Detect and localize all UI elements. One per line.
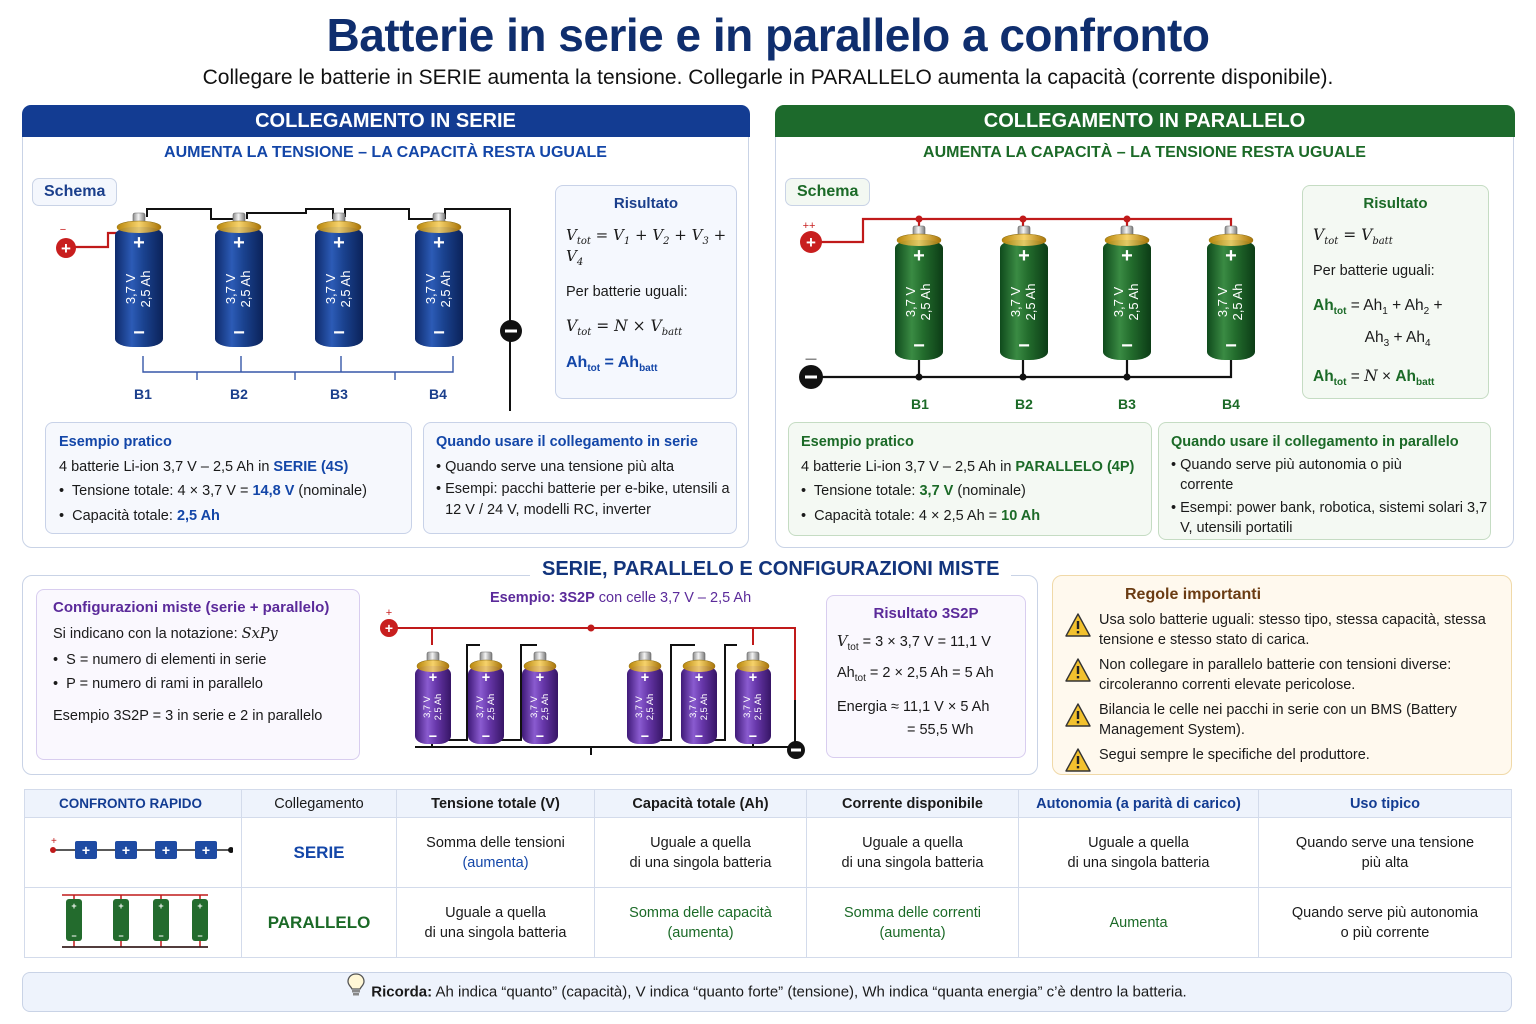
parallel-example-line1: 4 batterie Li-ion 3,7 V – 2,5 Ah in PARALLELO (4P) — [801, 458, 1135, 475]
mini-green-battery-icon — [192, 899, 208, 941]
reminder-text: Ah indica “quanto” (capacità), V indica “quanto forte” (tensione), Wh indica “quanta energia” c’è dentro la batteria. — [435, 983, 1187, 1001]
mixed-config-box — [36, 589, 360, 760]
series-when-title: Quando usare il collegamento in serie — [436, 434, 698, 450]
parallel-when-title: Quando usare il collegamento in parallelo — [1171, 434, 1459, 450]
series-label-b1: B1 — [134, 386, 152, 402]
svg-text:2,5 Ah: 2,5 Ah — [1126, 283, 1141, 321]
comparison-parallelo-ah: Somma delle capacità (aumenta) — [595, 888, 807, 958]
parallel-battery-b1 — [892, 224, 946, 376]
parallel-formula-n: $Ah_{tot} = N \times Ah_{batt}$ — [1313, 367, 1435, 389]
svg-text:2,5 Ah: 2,5 Ah — [644, 693, 655, 721]
comparison-header-4: Corrente disponibile — [807, 790, 1019, 818]
mixed-config-title: Configurazioni miste (serie + parallelo) — [53, 599, 330, 616]
svg-text:+: + — [748, 669, 758, 686]
svg-text:+: + — [433, 232, 445, 254]
comparison-row-parallelo — [25, 888, 1512, 958]
mixed-result-title: Risultato 3S2P — [873, 605, 979, 622]
svg-text:2,5 Ah: 2,5 Ah — [432, 693, 443, 721]
comparison-serie-ah: Uguale a quella di una singola batteria — [595, 818, 807, 888]
svg-text:+: + — [118, 900, 124, 911]
svg-text:3,7 V: 3,7 V — [634, 696, 645, 718]
svg-text:+: + — [384, 620, 394, 636]
rule-item: Non collegare in parallelo batterie con tensioni diverse: circoleranno correnti elevate pericolose. — [1065, 656, 1501, 699]
svg-text:+: + — [197, 900, 203, 911]
svg-text:−: − — [913, 335, 925, 357]
warning-icon — [1065, 658, 1095, 689]
parallel-result-box — [1302, 185, 1489, 399]
parallel-subheader: AUMENTA LA CAPACITÀ – LA TENSIONE RESTA UGUALE — [923, 144, 1366, 161]
mixed-battery-3 — [519, 650, 561, 760]
svg-text:+: + — [385, 607, 393, 619]
svg-text:+: + — [1225, 245, 1237, 267]
mixed-section-title: SERIE, PARALLELO E CONFIGURAZIONI MISTE — [530, 558, 1011, 581]
svg-text:+: + — [133, 232, 145, 254]
svg-text:+: + — [535, 669, 545, 686]
svg-text:++: ++ — [802, 220, 816, 232]
svg-text:2,5 Ah: 2,5 Ah — [1230, 283, 1245, 321]
series-label-b2: B2 — [230, 386, 248, 402]
warning-icon — [1065, 748, 1095, 779]
series-formula-sum: $V_{tot} = V_1 + V_2 + V_3 + V_4$ — [566, 226, 727, 268]
series-example-line1: 4 batterie Li-ion 3,7 V – 2,5 Ah in SERIE (4S) — [59, 458, 349, 475]
parallel-formula-sum: $Ah_{tot} = Ah_1 + Ah_2$ + $Ah_3 + Ah_4$ — [1313, 297, 1443, 350]
svg-text:3,7 V: 3,7 V — [742, 696, 753, 718]
svg-text:−: − — [197, 930, 203, 941]
svg-text:3,7 V: 3,7 V — [1111, 286, 1126, 318]
mixed-result-e2: = 55,5 Wh — [907, 721, 974, 738]
comparison-parallelo-name: PARALLELO — [242, 888, 397, 958]
svg-text:+: + — [1018, 245, 1030, 267]
mini-blue-battery-icon — [195, 841, 217, 859]
svg-text:−: − — [1121, 335, 1133, 357]
parallel-example-box — [788, 422, 1152, 536]
svg-text:2,5 Ah: 2,5 Ah — [485, 693, 496, 721]
series-formula-ah: $Ah_{tot} = Ah_{batt}$ — [566, 354, 658, 375]
mixed-result-ah: $Ah_{tot} = 2 \times 2,5$ Ah = 5 Ah — [837, 664, 994, 684]
mixed-s-def: • S = numero di elementi in serie — [53, 652, 267, 668]
mini-green-battery-icon — [113, 899, 129, 941]
comparison-row-serie — [25, 818, 1512, 888]
svg-text:−: − — [133, 322, 145, 344]
svg-text:2,5 Ah: 2,5 Ah — [752, 693, 763, 721]
svg-text:2,5 Ah: 2,5 Ah — [438, 270, 453, 308]
mixed-battery-1 — [412, 650, 454, 760]
mixed-result-box — [826, 595, 1026, 758]
svg-text:−: − — [118, 930, 124, 941]
mixed-result-v: $V_{tot} = 3 \times 3,7$ V = 11,1 V — [837, 634, 991, 653]
parallel-battery-b2 — [997, 224, 1051, 376]
series-battery-b2 — [212, 211, 266, 363]
svg-text:+: + — [71, 900, 77, 911]
svg-text:3,7 V: 3,7 V — [529, 696, 540, 718]
svg-text:3,7 V: 3,7 V — [903, 286, 918, 318]
rule-item: Usa solo batterie uguali: stesso tipo, stessa capacità, stessa tensione e stesso stato di carica. — [1065, 611, 1501, 654]
svg-text:+: + — [81, 841, 91, 858]
parallel-formula-v: $V_{tot} = V_{batt}$ — [1313, 226, 1393, 248]
comparison-serie-auto: Uguale a quella di una singola batteria — [1019, 818, 1259, 888]
comparison-table — [24, 789, 1512, 958]
comparison-header-1: Collegamento — [242, 790, 397, 818]
svg-text:+: + — [913, 245, 925, 267]
svg-text:3,7 V: 3,7 V — [323, 273, 338, 305]
mixed-battery-4 — [624, 650, 666, 760]
rules-title: Regole importanti — [1125, 586, 1262, 603]
svg-text:−: − — [59, 224, 67, 236]
series-subheader: AUMENTA LA TENSIONE – LA CAPACITÀ RESTA UGUALE — [164, 144, 607, 161]
svg-text:2,5 Ah: 2,5 Ah — [918, 283, 933, 321]
svg-text:2,5 Ah: 2,5 Ah — [539, 693, 550, 721]
svg-text:+: + — [428, 669, 438, 686]
comparison-parallelo-auto: Aumenta — [1019, 888, 1259, 958]
svg-text:−: − — [640, 729, 650, 746]
rule-item: Segui sempre le specifiche del produttore. — [1065, 746, 1501, 779]
svg-text:+: + — [1121, 245, 1133, 267]
svg-text:−: − — [748, 729, 758, 746]
parallel-when-box — [1158, 422, 1491, 540]
parallel-example-title: Esempio pratico — [801, 434, 914, 450]
svg-text:+: + — [806, 233, 816, 252]
mini-green-battery-icon — [153, 899, 169, 941]
comparison-header-0: CONFRONTO RAPIDO — [25, 790, 242, 818]
comparison-serie-v: Somma delle tensioni (aumenta) — [397, 818, 595, 888]
series-when-b1: • Quando serve una tensione più alta — [436, 458, 675, 475]
svg-text:−: − — [1018, 335, 1030, 357]
mini-blue-battery-icon — [75, 841, 97, 859]
svg-text:+: + — [201, 841, 211, 858]
parallel-header: COLLEGAMENTO IN PARALLELO — [775, 105, 1515, 137]
warning-icon — [1065, 613, 1095, 644]
svg-text:3,7 V: 3,7 V — [422, 696, 433, 718]
svg-text:−: − — [1225, 335, 1237, 357]
parallel-result-title: Risultato — [1363, 195, 1428, 212]
series-example-title: Esempio pratico — [59, 434, 172, 450]
svg-text:3,7 V: 3,7 V — [475, 696, 486, 718]
comparison-parallelo-v: Uguale a quella di una singola batteria — [397, 888, 595, 958]
page-title: Batterie in serie e in parallelo a confronto — [326, 9, 1210, 61]
svg-text:3,7 V: 3,7 V — [1008, 286, 1023, 318]
svg-text:2,5 Ah: 2,5 Ah — [338, 270, 353, 308]
svg-text:−: − — [433, 322, 445, 344]
series-example-line2: • Tensione totale: 4 × 3,7 V = 14,8 V (nominale) — [59, 483, 367, 499]
series-header: COLLEGAMENTO IN SERIE — [22, 105, 750, 137]
svg-text:+: + — [61, 239, 71, 258]
svg-text:+: + — [51, 835, 57, 847]
comparison-header-3: Capacità totale (Ah) — [595, 790, 807, 818]
series-example-box — [45, 422, 412, 534]
svg-text:+: + — [481, 669, 491, 686]
svg-text:+: + — [694, 669, 704, 686]
parallel-label-b1: B1 — [911, 396, 929, 412]
svg-text:−: − — [481, 729, 491, 746]
reminder-label: Ricorda: — [371, 983, 433, 1001]
parallel-equal-note: Per batterie uguali: — [1313, 263, 1435, 280]
rules-panel — [1052, 575, 1512, 775]
series-battery-b1 — [112, 211, 166, 363]
comparison-serie-icon — [25, 818, 242, 888]
svg-text:—: — — [805, 353, 817, 365]
reminder-bar — [22, 972, 1512, 1012]
svg-text:2,5 Ah: 2,5 Ah — [698, 693, 709, 721]
svg-text:2,5 Ah: 2,5 Ah — [138, 270, 153, 308]
parallel-battery-b4 — [1204, 224, 1258, 376]
parallel-label-b2: B2 — [1015, 396, 1033, 412]
svg-text:+: + — [161, 841, 171, 858]
svg-text:−: − — [694, 729, 704, 746]
mixed-example: Esempio 3S2P = 3 in serie e 2 in parallelo — [53, 708, 323, 724]
series-schema-tag: Schema — [32, 178, 117, 206]
series-negative-terminal — [498, 318, 524, 344]
svg-text:−: − — [233, 322, 245, 344]
mixed-battery-6 — [732, 650, 774, 760]
parallel-label-b3: B3 — [1118, 396, 1136, 412]
svg-text:+: + — [158, 900, 164, 911]
svg-text:+: + — [121, 841, 131, 858]
svg-text:−: − — [158, 930, 164, 941]
svg-text:+: + — [233, 232, 245, 254]
svg-text:3,7 V: 3,7 V — [123, 273, 138, 305]
parallel-label-b4: B4 — [1222, 396, 1240, 412]
mixed-result-e1: Energia ≈ 11,1 V × 5 Ah — [837, 698, 990, 715]
parallel-when-b2: • Esempi: power bank, robotica, sistemi solari 3,7 V, utensili portatili — [1171, 499, 1488, 536]
warning-icon — [1065, 703, 1095, 734]
mini-blue-battery-icon — [155, 841, 177, 859]
mini-green-battery-icon — [66, 899, 82, 941]
svg-text:3,7 V: 3,7 V — [1215, 286, 1230, 318]
svg-text:−: − — [535, 729, 545, 746]
svg-text:3,7 V: 3,7 V — [423, 273, 438, 305]
mixed-battery-2 — [465, 650, 507, 760]
series-battery-b3 — [312, 211, 366, 363]
series-label-b3: B3 — [330, 386, 348, 402]
comparison-header-6: Uso tipico — [1259, 790, 1512, 818]
svg-text:2,5 Ah: 2,5 Ah — [238, 270, 253, 308]
comparison-parallelo-i: Somma delle correnti (aumenta) — [807, 888, 1019, 958]
series-formula-n: $V_{tot} = N \times V_{batt}$ — [566, 317, 683, 339]
page-subtitle: Collegare le batterie in SERIE aumenta la tensione. Collegarle in PARALLELO aumenta la capacità (corrente disponibile). — [202, 66, 1334, 89]
svg-text:+: + — [640, 669, 650, 686]
svg-text:2,5 Ah: 2,5 Ah — [1023, 283, 1038, 321]
comparison-parallelo-uso: Quando serve più autonomia o più corrente — [1259, 888, 1512, 958]
mini-blue-battery-icon — [115, 841, 137, 859]
comparison-serie-i: Uguale a quella di una singola batteria — [807, 818, 1019, 888]
series-battery-b4 — [412, 211, 466, 363]
mixed-p-def: • P = numero di rami in parallelo — [53, 676, 263, 692]
parallel-battery-b3 — [1100, 224, 1154, 376]
series-equal-note: Per batterie uguali: — [566, 284, 688, 300]
lightbulb-icon — [347, 973, 365, 1012]
comparison-parallelo-icon — [25, 888, 242, 958]
comparison-header-5: Autonomia (a parità di carico) — [1019, 790, 1259, 818]
series-when-box — [423, 422, 737, 534]
mixed-diagram-title: Esempio: 3S2P con celle 3,7 V – 2,5 Ah — [490, 590, 752, 606]
comparison-serie-name: SERIE — [242, 818, 397, 888]
comparison-serie-uso: Quando serve una tensione più alta — [1259, 818, 1512, 888]
series-result-title: Risultato — [613, 195, 679, 212]
svg-text:3,7 V: 3,7 V — [223, 273, 238, 305]
svg-text:−: − — [333, 322, 345, 344]
svg-text:+: + — [333, 232, 345, 254]
comparison-header-2: Tensione totale (V) — [397, 790, 595, 818]
mixed-battery-5 — [678, 650, 720, 760]
series-result-box — [555, 185, 737, 399]
parallel-schema-tag: Schema — [785, 178, 870, 206]
mixed-notation: Si indicano con la notazione: SxPy — [53, 626, 278, 642]
series-label-b4: B4 — [429, 386, 447, 402]
rule-item: Bilancia le celle nei pacchi in serie con un BMS (Battery Management System). — [1065, 701, 1501, 744]
parallel-example-line3: • Capacità totale: 4 × 2,5 Ah = 10 Ah — [801, 507, 1041, 524]
series-when-b2: • Esempi: pacchi batterie per e-bike, utensili a 12 V / 24 V, modelli RC, inverter — [436, 481, 730, 518]
parallel-example-line2: • Tensione totale: 3,7 V (nominale) — [801, 483, 1026, 499]
svg-text:−: − — [71, 930, 77, 941]
series-example-line3: • Capacità totale: 2,5 Ah — [59, 507, 220, 524]
svg-text:−: − — [428, 729, 438, 746]
svg-text:3,7 V: 3,7 V — [688, 696, 699, 718]
parallel-when-b1: • Quando serve più autonomia o più corrente — [1171, 456, 1402, 493]
